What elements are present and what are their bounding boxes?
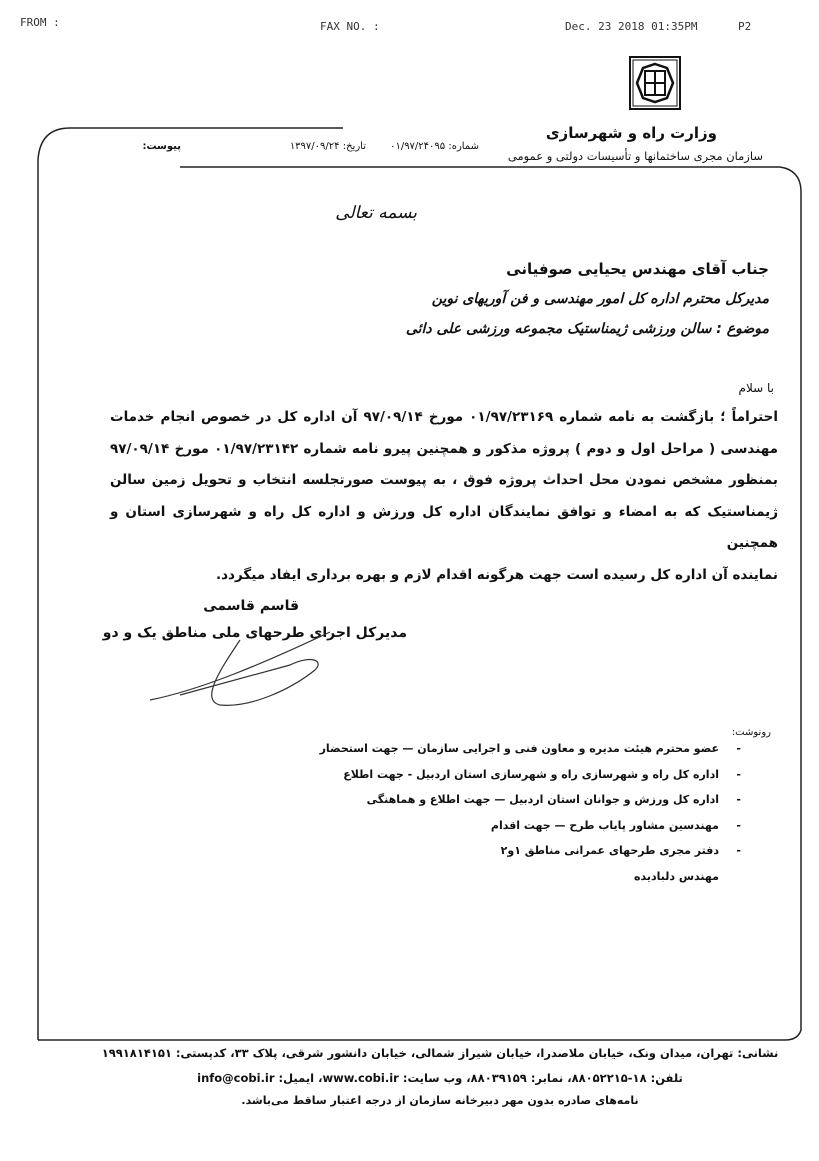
footer-contact: تلفن: ۱۸-۸۸۰۵۲۲۱۵، نمابر: ۸۸۰۳۹۱۵۹، وب سایت: www.cobi.ir، ایمیل: info@cobi.ir (197, 1071, 683, 1085)
cc-item: - عضو محترم هیئت مدیره و معاون فنی و اجرایی سازمان — جهت استحضار (319, 742, 741, 755)
greeting: با سلام (738, 381, 774, 395)
cc-item: - اداره کل ورزش و جوانان استان اردبیل — جهت اطلاع و هماهنگی (366, 793, 741, 806)
body-line: احتراماً ؛ بازگشت به نامه شماره ۰۱/۹۷/۲۳۱۶۹ مورخ ۹۷/۰۹/۱۴ آن اداره کل در خصوص انجام خدمات (110, 409, 778, 425)
cc-list (319, 742, 741, 895)
attachment-label: پیوست: (142, 141, 181, 152)
signer-name: قاسم قاسمی (203, 598, 299, 614)
letter-date-value: ۱۳۹۷/۰۹/۲۴ (289, 141, 340, 152)
cc-label: رونوشت: (731, 727, 771, 738)
letter-date-label: تاریخ: (342, 141, 366, 152)
body-line: مهندسی ( مراحل اول و دوم ) پروژه مذکور و همچنین پیرو نامه شماره ۰۱/۹۷/۲۳۱۴۲ مورخ ۹۷/۰۹/۱۴ (110, 440, 778, 457)
body-line: ژیمناستیک که به امضاء و توافق نمایندگان اداره کل ورزش و اداره کل راه و شهرسازی استان و همچنین (110, 503, 778, 552)
fax-timestamp: Dec. 23 2018 01:35PM (565, 20, 698, 33)
fax-number-label: FAX NO. : (320, 20, 380, 33)
fax-page: P2 (738, 20, 752, 33)
cc-item: - دفتر مجری طرحهای عمرانی مناطق ۱و۲ (500, 844, 741, 857)
body-line: بمنظور مشخص نمودن محل احداث پروژه فوق ، به پیوست صورتجلسه انتخاب و تحویل زمین سالن (110, 472, 778, 489)
fax-from-label: FROM : (20, 16, 60, 29)
letter-number-label: شماره: (448, 141, 479, 152)
recipient-name: جناب آقای مهندس یحیایی صوفیانی (506, 260, 769, 278)
cc-item: - اداره کل راه و شهرسازی راه و شهرسازی استان اردبیل - جهت اطلاع (343, 767, 741, 781)
footer-notice: نامه‌های صادره بدون مهر دبیرخانه سازمان از درجه اعتبار ساقط می‌باشد. (241, 1094, 639, 1107)
handwritten-signature (140, 620, 340, 710)
recipient-title: مدیرکل محترم اداره کل امور مهندسی و فن آوریهای نوین (431, 291, 769, 307)
footer-address: نشانی: تهران، میدان ونک، خیابان ملاصدرا، خیابان شیراز شمالی، خیابان دانشور شرقی، پلاک ۳۳، کدپستی: ۱۹۹۱۸۱۴۱۵۱ (101, 1046, 779, 1060)
letter-date (290, 141, 366, 152)
letter-body (110, 402, 778, 592)
cc-item: - مهندسین مشاور پایاب طرح — جهت اقدام (490, 818, 741, 832)
cc-item: مهندس دلبادیده (634, 869, 719, 883)
organization-name: سازمان مجری ساختمانها و تأسیسات دولتی و عمومی (507, 149, 763, 163)
letter-number-value: ۰۱/۹۷/۲۴۰۹۵ (390, 141, 446, 152)
body-line: نماینده آن اداره کل رسیده است جهت هرگونه اقدام لازم و بهره برداری ایفاد میگردد. (215, 566, 778, 583)
signer-title: مدیرکل اجرای طرحهای ملی مناطق یک و دو (102, 625, 407, 641)
ministry-name: وزارت راه و شهرسازی (545, 124, 717, 142)
letter-number (390, 141, 479, 152)
letter-subject: موضوع : سالن ورزشی ژیمناستیک مجموعه ورزشی علی دائی (405, 321, 769, 337)
invocation: بسمه تعالی (335, 203, 417, 223)
